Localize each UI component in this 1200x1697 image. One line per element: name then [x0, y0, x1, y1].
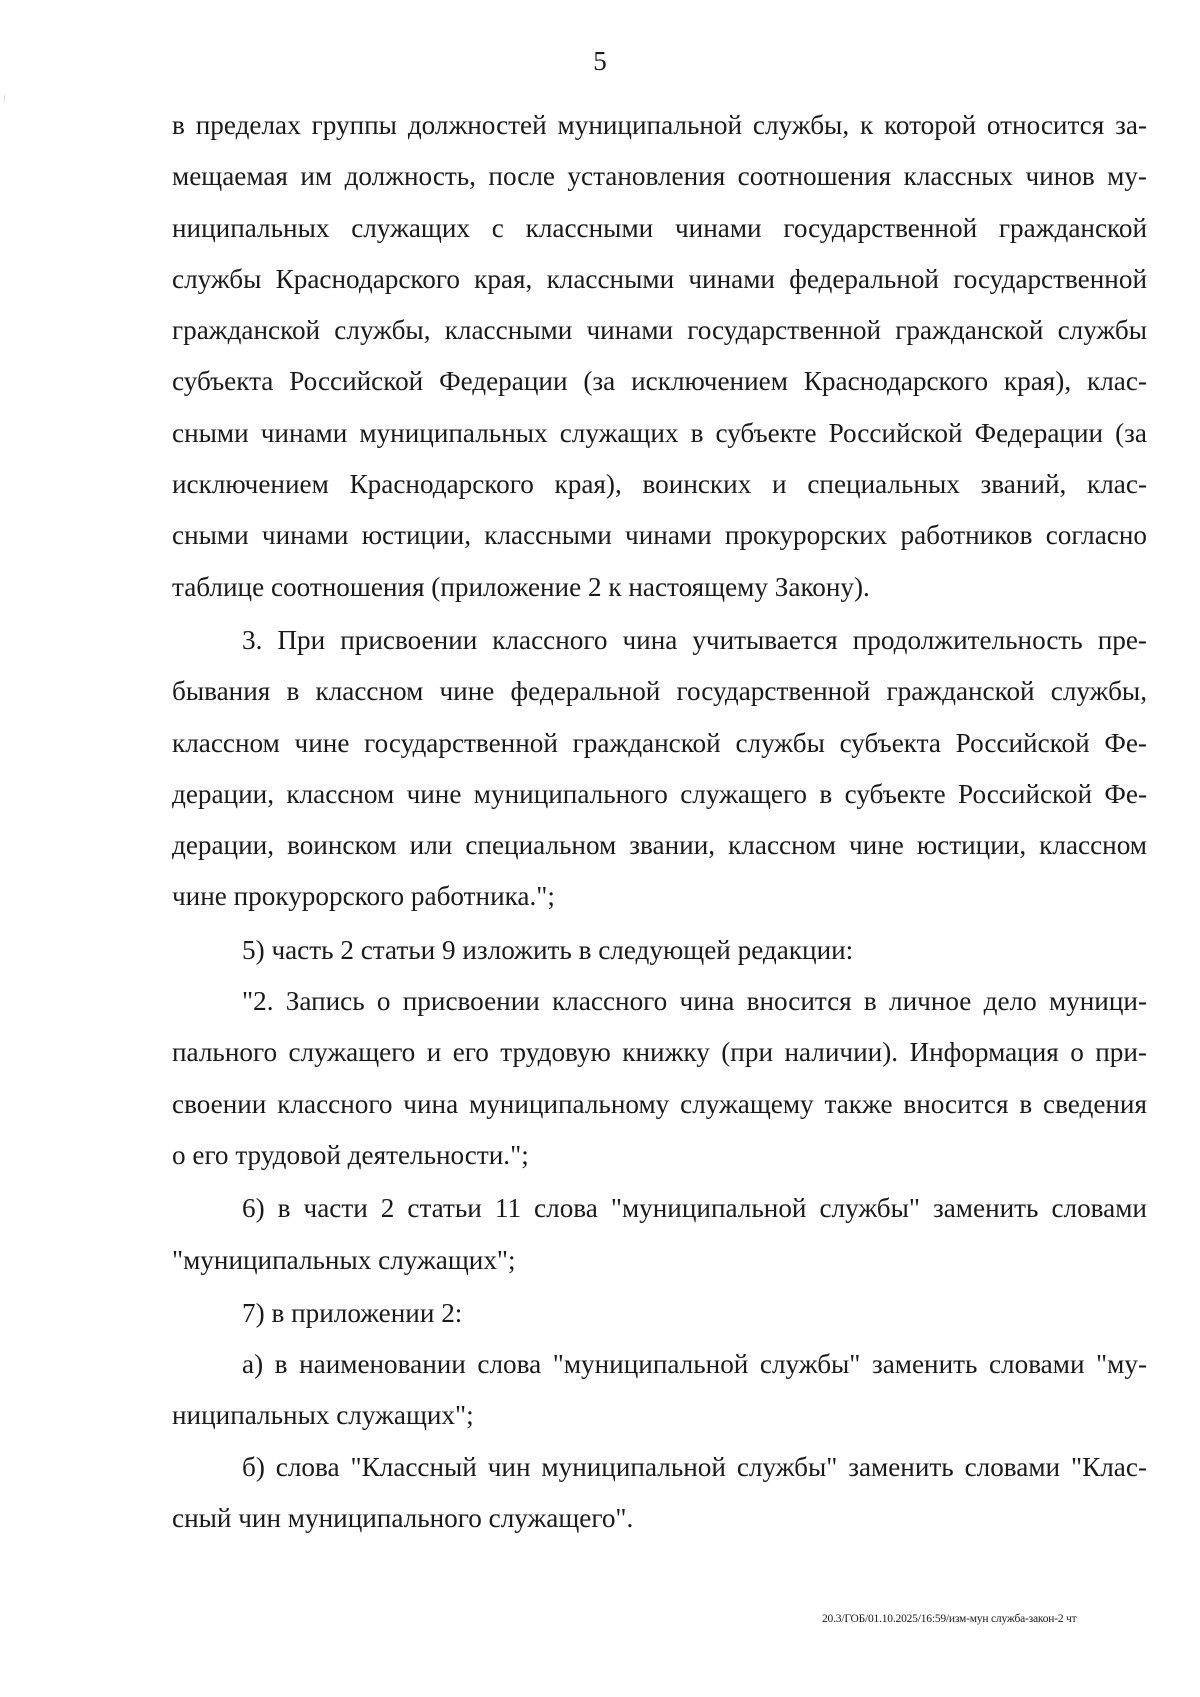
- text-line: бывания в классном чине федеральной государственной гражданской службы,: [172, 676, 1147, 707]
- text-line: сными чинами муниципальных служащих в субъекте Российской Федерации (за: [172, 417, 1147, 448]
- subitem-b-line: б) слова "Классный чин муниципальной службы" заменить словами "Клас-: [242, 1451, 1147, 1482]
- scan-artifact: [4, 95, 5, 101]
- quote-paragraph-line: "2. Запись о присвоении классного чина вносится в личное дело муници-: [242, 986, 1147, 1017]
- text-line: о его трудовой деятельности.";: [172, 1139, 529, 1170]
- page-number: 5: [593, 46, 607, 76]
- text-line: чине прокурорского работника.";: [172, 881, 555, 912]
- item-7-line: 7) в приложении 2:: [242, 1297, 463, 1328]
- text-line: ниципальных служащих с классными чинами государственной гражданской: [172, 212, 1147, 243]
- text-line: сными чинами юстиции, классными чинами прокурорских работников согласно: [172, 520, 1147, 551]
- text-line: в пределах группы должностей муниципальной службы, к которой относится за-: [172, 110, 1147, 140]
- text-line: дерации, воинском или специальном звании, классном чине юстиции, классном: [172, 830, 1147, 861]
- body-text: [172, 100, 1147, 1544]
- text-line: дерации, классном чине муниципального служащего в субъекте Российской Фе-: [172, 778, 1147, 809]
- text-line: таблице соотношения (приложение 2 к настоящему Закону).: [172, 571, 870, 602]
- document-footer-code: 20.3/ГОБ/01.10.2025/16:59/изм-мун служба-закон-2 чт: [822, 1613, 1077, 1625]
- text-line: "муниципальных служащих";: [172, 1244, 516, 1275]
- text-line: ниципальных служащих";: [172, 1400, 474, 1431]
- text-line: гражданской службы, классными чинами государственной гражданской службы: [172, 315, 1147, 346]
- item-6-line: 6) в части 2 статьи 11 слова "муниципальной службы" заменить словами: [242, 1193, 1147, 1224]
- item-5-line: 5) часть 2 статьи 9 изложить в следующей редакции:: [242, 934, 854, 965]
- text-line: классном чине государственной гражданской службы субъекта Российской Фе-: [172, 727, 1147, 758]
- text-line: субъекта Российской Федерации (за исключением Краснодарского края), клас-: [172, 366, 1147, 397]
- subitem-a-line: а) в наименовании слова "муниципальной службы" заменить словами "му-: [242, 1349, 1147, 1380]
- text-line: сный чин муниципального служащего".: [172, 1503, 634, 1534]
- paragraph-3-line: 3. При присвоении классного чина учитывается продолжительность пре-: [242, 624, 1147, 655]
- text-line: исключением Краснодарского края), воинских и специальных званий, клас-: [172, 469, 1147, 500]
- text-line: пального служащего и его трудовую книжку (при наличии). Информация о при-: [172, 1037, 1147, 1068]
- text-line: службы Краснодарского края, классными чинами федеральной государственной: [172, 263, 1147, 294]
- text-line: своении классного чина муниципальному служащему также вносится в сведения: [172, 1088, 1147, 1119]
- text-line: мещаемая им должность, после установления соотношения классных чинов му-: [172, 161, 1147, 192]
